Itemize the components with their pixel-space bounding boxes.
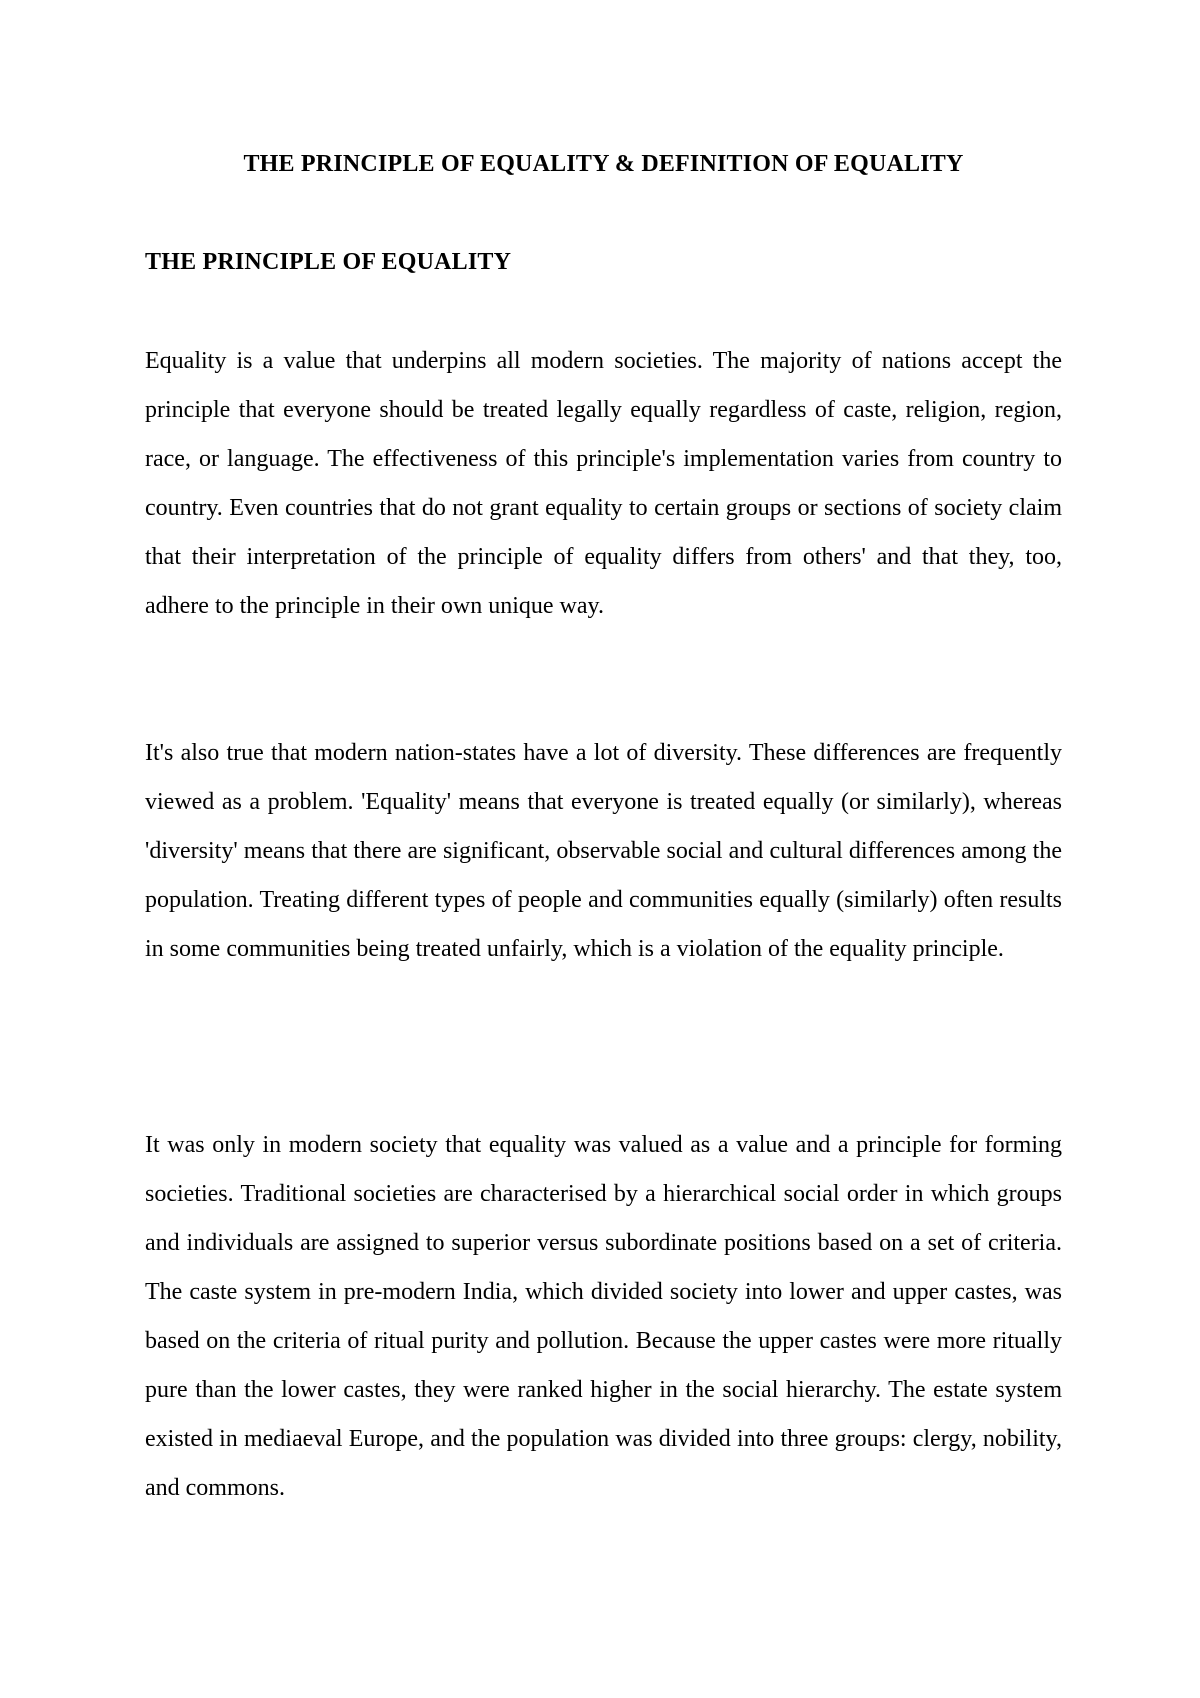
section-heading: THE PRINCIPLE OF EQUALITY: [145, 249, 512, 275]
paragraph-3: It was only in modern society that equality was valued as a value and a principle for forming societies. Traditional societies are characterised by a hierarchical social order in which groups and individuals are assigned to superior versus subordinate positions based on a set of criteria. The caste system in pre-modern India, which divided society into lower and upper castes, was based on the criteria of ritual purity and pollution. Because the upper castes were more ritually pure than the lower castes, they were ranked higher in the social hierarchy. The estate system existed in mediaeval Europe, and the population was divided into three groups: clergy, nobility, and commons.: [145, 1132, 1062, 1501]
paragraph-1: Equality is a value that underpins all modern societies. The majority of nations accept the principle that everyone should be treated legally equally regardless of caste, religion, region, race, or language. The effectiveness of this principle's implementation varies from country to country. Even countries that do not grant equality to certain groups or sections of society claim that their interpretation of the principle of equality differs from others' and that they, too, adhere to the principle in their own unique way.: [145, 348, 1062, 619]
document-title: THE PRINCIPLE OF EQUALITY & DEFINITION OF EQUALITY: [243, 151, 964, 177]
paragraph-2: It's also true that modern nation-states have a lot of diversity. These differences are frequently viewed as a problem. 'Equality' means that everyone is treated equally (or similarly), whereas 'diversity' means that there are significant, observable social and cultural differences among the population. Treating different types of people and communities equally (similarly) often results in some communities being treated unfairly, which is a violation of the equality principle.: [145, 740, 1062, 962]
